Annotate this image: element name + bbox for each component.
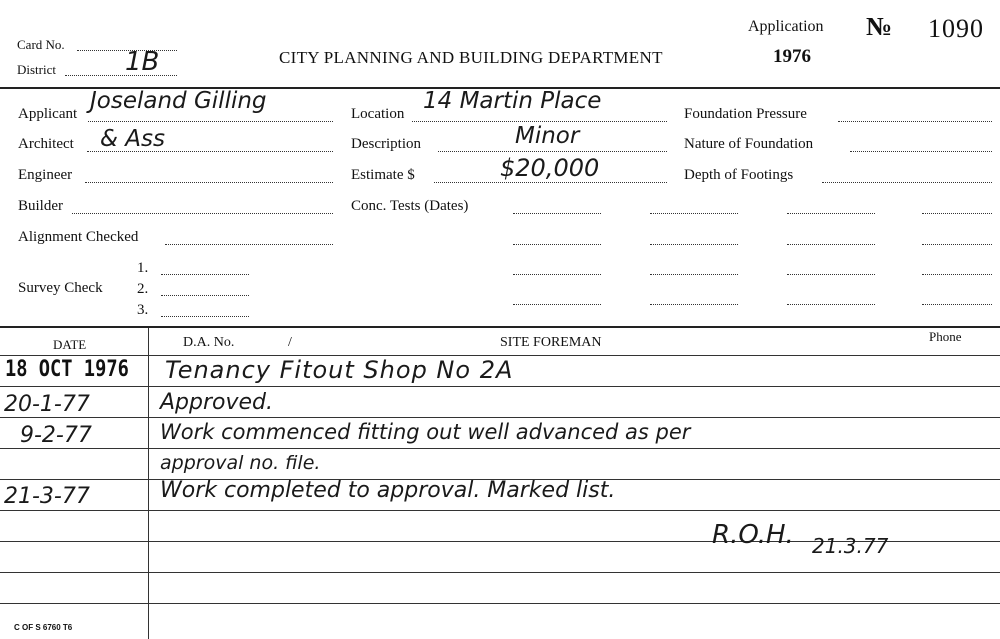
alignment-line: [165, 244, 333, 245]
location-line: [412, 121, 667, 122]
da-slash: /: [288, 335, 292, 350]
builder-label: Builder: [18, 198, 63, 214]
nature-foundation-line: [850, 151, 992, 152]
footer-code: C OF S 6760 T6: [14, 623, 73, 632]
estimate-label: Estimate $: [351, 167, 415, 183]
conc-line-4d: [922, 304, 992, 305]
department-title: CITY PLANNING AND BUILDING DEPARTMENT: [279, 48, 663, 67]
applicant-value: Joseland Gilling: [90, 88, 267, 114]
conc-line-3b: [650, 274, 738, 275]
conc-line-1d: [922, 213, 992, 214]
conc-tests-label: Conc. Tests (Dates): [351, 198, 469, 214]
district-line: [65, 75, 177, 76]
card-no-label: Card No.: [17, 37, 65, 52]
da-header: D.A. No.: [183, 335, 235, 350]
log-line: [0, 417, 1000, 418]
log-date-5: 21-3-77: [4, 484, 90, 509]
location-label: Location: [351, 106, 405, 122]
district-label: District: [17, 62, 56, 77]
estimate-line: [434, 182, 667, 183]
conc-line-2b: [650, 244, 738, 245]
date-column-divider: [148, 328, 149, 639]
number-symbol: №: [866, 12, 893, 41]
log-date-3: 9-2-77: [20, 423, 92, 448]
application-year: 1976: [773, 46, 811, 67]
log-line: [0, 510, 1000, 511]
applicant-line: [88, 121, 333, 122]
date-header: DATE: [53, 337, 87, 352]
district-value: 1B: [125, 47, 160, 77]
log-text-4: approval no. file.: [160, 452, 321, 474]
log-line: [0, 572, 1000, 573]
survey-line-3: [161, 316, 249, 317]
log-text-2: Approved.: [160, 390, 273, 415]
log-date-2: 20-1-77: [4, 392, 90, 417]
log-date-1: 18 OCT 1976: [5, 357, 129, 382]
log-text-1: Tenancy Fitout Shop No 2A: [165, 356, 514, 384]
survey-label: Survey Check: [18, 280, 103, 296]
location-value: 14 Martin Place: [423, 88, 602, 114]
survey-line-2: [161, 295, 249, 296]
description-line: [438, 151, 667, 152]
log-line: [0, 448, 1000, 449]
depth-footings-line: [822, 182, 992, 183]
conc-line-4b: [650, 304, 738, 305]
description-value: Minor: [515, 123, 580, 149]
log-line: [0, 386, 1000, 387]
log-text-3: Work commenced fitting out well advanced as per: [160, 420, 691, 444]
conc-line-3c: [787, 274, 875, 275]
depth-footings-label: Depth of Footings: [684, 167, 794, 183]
conc-line-1c: [787, 213, 875, 214]
survey-line-1: [161, 274, 249, 275]
engineer-label: Engineer: [18, 167, 73, 183]
applicant-label: Applicant: [18, 106, 78, 122]
description-label: Description: [351, 136, 421, 152]
conc-line-2d: [922, 244, 992, 245]
survey-item-3: 3.: [137, 302, 149, 318]
application-label: Application: [748, 18, 824, 35]
conc-line-1b: [650, 213, 738, 214]
conc-line-2c: [787, 244, 875, 245]
signature: R.O.H.: [712, 520, 794, 550]
nature-foundation-label: Nature of Foundation: [684, 136, 814, 152]
conc-line-4a: [513, 304, 601, 305]
architect-value: & Ass: [100, 126, 165, 152]
foreman-header: SITE FOREMAN: [500, 335, 602, 350]
conc-line-1a: [513, 213, 601, 214]
estimate-value: $20,000: [500, 154, 600, 182]
foundation-pressure-label: Foundation Pressure: [684, 106, 807, 122]
conc-line-2a: [513, 244, 601, 245]
conc-line-3d: [922, 274, 992, 275]
conc-line-4c: [787, 304, 875, 305]
log-text-5: Work completed to approval. Marked list.: [160, 478, 616, 503]
engineer-line: [85, 182, 333, 183]
architect-label: Architect: [18, 136, 74, 152]
log-top-border: [0, 326, 1000, 328]
log-line: [0, 603, 1000, 604]
conc-line-3a: [513, 274, 601, 275]
survey-item-2: 2.: [137, 281, 149, 297]
application-number: 1090: [928, 14, 984, 43]
signature-date: 21.3.77: [812, 534, 889, 558]
phone-header: Phone: [929, 329, 962, 344]
survey-item-1: 1.: [137, 260, 149, 276]
builder-line: [72, 213, 333, 214]
alignment-label: Alignment Checked: [18, 229, 139, 245]
foundation-pressure-line: [838, 121, 992, 122]
